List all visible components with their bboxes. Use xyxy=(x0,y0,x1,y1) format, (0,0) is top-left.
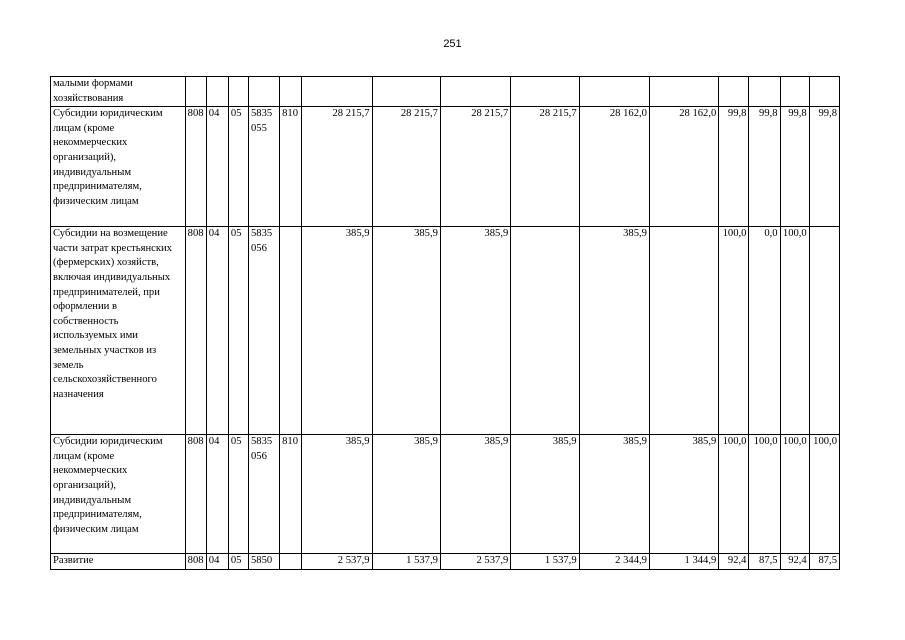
ministry-code: 808 xyxy=(185,435,206,554)
budget-table-body xyxy=(51,77,840,570)
ministry-code xyxy=(185,77,206,107)
row-name: малыми формами хозяйствования xyxy=(51,77,186,107)
table-row xyxy=(51,107,840,227)
page-number: 251 xyxy=(443,38,462,50)
value-cell: 385,9 xyxy=(649,435,718,554)
value-cell xyxy=(719,77,749,107)
value-cell: 385,9 xyxy=(302,227,372,435)
value-cell: 100,0 xyxy=(780,227,809,435)
value-cell: 28 215,7 xyxy=(440,107,510,227)
value-cell: 28 215,7 xyxy=(511,107,579,227)
value-cell: 92,4 xyxy=(780,554,809,570)
value-cell xyxy=(809,227,839,435)
target-code: 5835 056 xyxy=(248,435,279,554)
target-code xyxy=(248,77,279,107)
value-cell xyxy=(511,77,579,107)
value-cell: 100,0 xyxy=(809,435,839,554)
value-cell xyxy=(440,77,510,107)
value-cell: 87,5 xyxy=(809,554,839,570)
budget-table xyxy=(50,76,840,570)
value-cell: 385,9 xyxy=(440,435,510,554)
value-cell: 87,5 xyxy=(749,554,780,570)
row-name: Развитие xyxy=(51,554,186,570)
expense-type-code xyxy=(280,77,302,107)
value-cell: 1 537,9 xyxy=(511,554,579,570)
value-cell: 2 344,9 xyxy=(579,554,649,570)
value-cell: 385,9 xyxy=(440,227,510,435)
value-cell xyxy=(749,77,780,107)
value-cell: 100,0 xyxy=(719,227,749,435)
value-cell xyxy=(809,77,839,107)
section-code: 04 xyxy=(206,554,228,570)
target-code: 5850 xyxy=(248,554,279,570)
value-cell: 100,0 xyxy=(749,435,780,554)
row-name: Субсидии юридическим лицам (кроме некоммерческих организаций), индивидуальным предпринимателям, физическим лицам xyxy=(51,107,186,227)
target-code: 5835 055 xyxy=(248,107,279,227)
table-row xyxy=(51,227,840,435)
value-cell: 28 162,0 xyxy=(579,107,649,227)
value-cell: 2 537,9 xyxy=(302,554,372,570)
table-row xyxy=(51,435,840,554)
value-cell: 92,4 xyxy=(719,554,749,570)
value-cell: 100,0 xyxy=(780,435,809,554)
subsection-code: 05 xyxy=(228,554,248,570)
expense-type-code xyxy=(280,554,302,570)
target-code: 5835 056 xyxy=(248,227,279,435)
value-cell: 385,9 xyxy=(372,435,440,554)
table-row xyxy=(51,554,840,570)
ministry-code: 808 xyxy=(185,227,206,435)
subsection-code: 05 xyxy=(228,227,248,435)
subsection-code xyxy=(228,77,248,107)
value-cell: 385,9 xyxy=(511,435,579,554)
table-row xyxy=(51,77,840,107)
expense-type-code: 810 xyxy=(280,435,302,554)
section-code: 04 xyxy=(206,107,228,227)
value-cell: 99,8 xyxy=(809,107,839,227)
value-cell: 1 344,9 xyxy=(649,554,718,570)
section-code xyxy=(206,77,228,107)
expense-type-code xyxy=(280,227,302,435)
value-cell xyxy=(649,227,718,435)
value-cell xyxy=(780,77,809,107)
value-cell: 99,8 xyxy=(780,107,809,227)
value-cell: 1 537,9 xyxy=(372,554,440,570)
value-cell: 0,0 xyxy=(749,227,780,435)
expense-type-code: 810 xyxy=(280,107,302,227)
value-cell: 385,9 xyxy=(579,435,649,554)
value-cell: 28 215,7 xyxy=(302,107,372,227)
value-cell: 385,9 xyxy=(372,227,440,435)
section-code: 04 xyxy=(206,435,228,554)
value-cell xyxy=(511,227,579,435)
ministry-code: 808 xyxy=(185,554,206,570)
value-cell: 28 215,7 xyxy=(372,107,440,227)
row-name: Субсидии на возмещение части затрат крестьянских (фермерских) хозяйств, включая индивидуальных предпринимателей, при оформлении в собственность используемых ими земельных участков из земель сельскохозяйственного назначения xyxy=(51,227,186,435)
value-cell xyxy=(649,77,718,107)
value-cell: 385,9 xyxy=(302,435,372,554)
value-cell: 28 162,0 xyxy=(649,107,718,227)
value-cell xyxy=(372,77,440,107)
value-cell: 385,9 xyxy=(579,227,649,435)
value-cell xyxy=(302,77,372,107)
value-cell xyxy=(579,77,649,107)
row-name: Субсидии юридическим лицам (кроме некоммерческих организаций), индивидуальным предпринимателям, физическим лицам xyxy=(51,435,186,554)
subsection-code: 05 xyxy=(228,435,248,554)
ministry-code: 808 xyxy=(185,107,206,227)
subsection-code: 05 xyxy=(228,107,248,227)
value-cell: 99,8 xyxy=(719,107,749,227)
value-cell: 100,0 xyxy=(719,435,749,554)
section-code: 04 xyxy=(206,227,228,435)
value-cell: 99,8 xyxy=(749,107,780,227)
value-cell: 2 537,9 xyxy=(440,554,510,570)
